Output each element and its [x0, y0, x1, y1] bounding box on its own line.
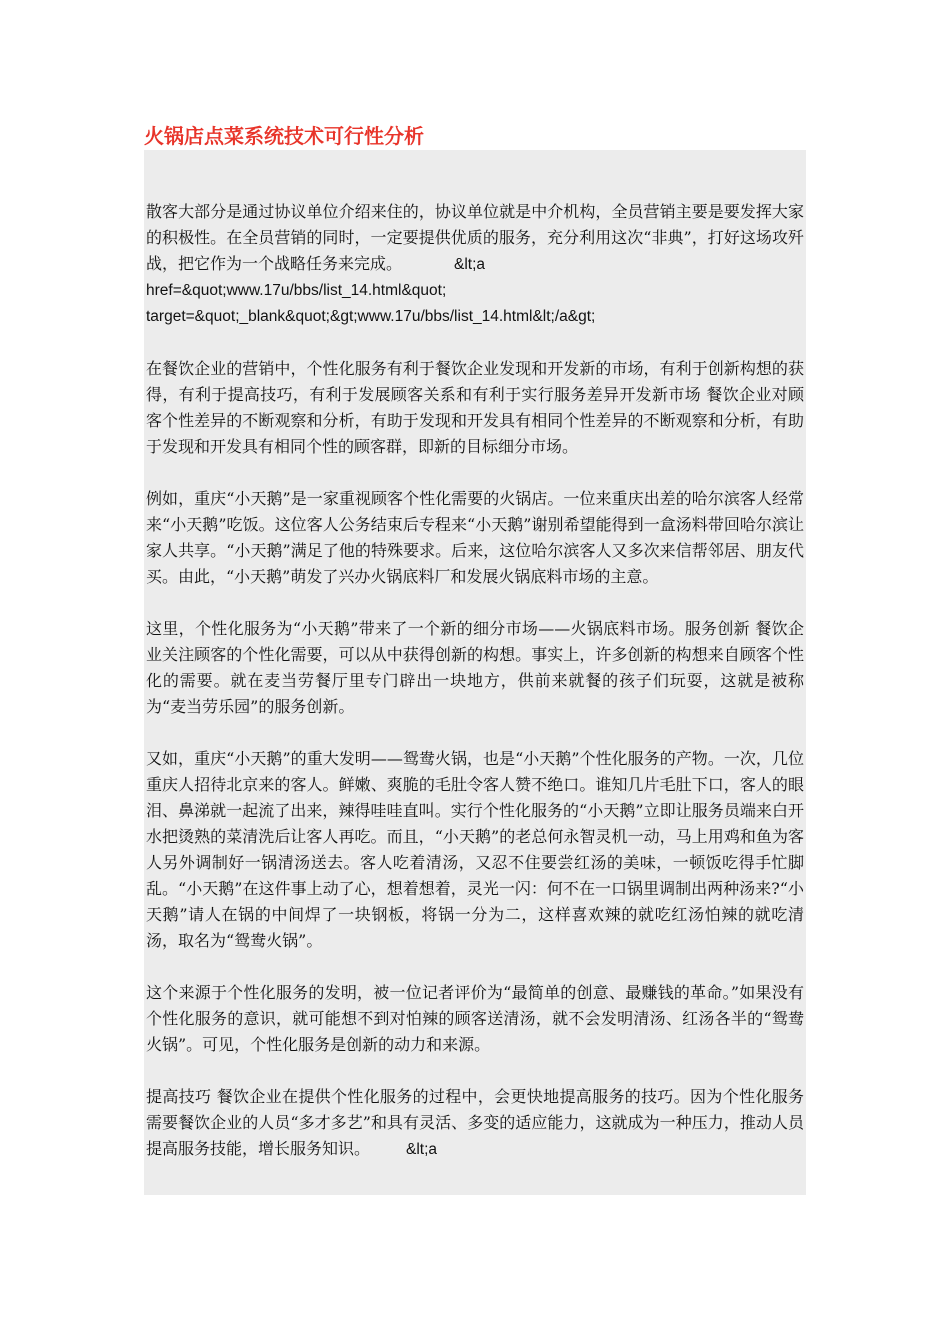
paragraph [146, 199, 804, 330]
paragraph-text: 又如，重庆“小天鹅”的重大发明——鸳鸯火锅，也是“小天鹅”个性化服务的产物。一次，几位重庆人招待北京来的客人。鲜嫩、爽脆的毛肚令客人赞不绝口。谁知几片毛肚下口，客人的眼泪、鼻涕就一起流了出来，辣得哇哇直叫。实行个性化服务的“小天鹅”立即让服务员端来白开水把烫熟的菜清洗后让客人再吃。而且，“小天鹅”的老总何永智灵机一动，马上用鸡和鱼为客人另外调制好一锅清汤送去。客人吃着清汤，又忍不住要尝红汤的美味，一顿饭吃得手忙脚乱。“小天鹅”在这件事上动了心，想着想着，灵光一闪：何不在一口锅里调制出两种汤来?“小天鹅”请人在锅的中间焊了一块钢板，将锅一分为二，这样喜欢辣的就吃红汤怕辣的就吃清汤，取名为“鸳鸯火锅”。 [146, 749, 804, 950]
link-markup-text: &lt;a [406, 1141, 438, 1158]
paragraph-text: 散客大部分是通过协议单位介绍来住的，协议单位就是中介机构，全员营销主要是要发挥大家的积极性。在全员营销的同时，一定要提供优质的服务，充分利用这次“非典”，打好这场攻歼战，把它作为一个战略任务来完成。 [146, 202, 804, 273]
paragraph-text: 提高技巧 餐饮企业在提供个性化服务的过程中，会更快地提高服务的技巧。因为个性化服务需要餐饮企业的人员“多才多艺”和具有灵活、多变的适应能力，这就成为一种压力，推动人员提高服务技能，增长服务知识。 [146, 1087, 804, 1158]
paragraph [146, 616, 804, 720]
paragraph [146, 980, 804, 1058]
link-markup-text: &lt;a [454, 256, 486, 273]
paragraph-text: 这里，个性化服务为“小天鹅”带来了一个新的细分市场——火锅底料市场。服务创新 餐饮企业关注顾客的个性化需要，可以从中获得创新的构想。事实上，许多创新的构想来自顾客个性化的需要。就在麦当劳餐厅里专门辟出一块地方，供前来就餐的孩子们玩耍，这就是被称为“麦当劳乐园”的服务创新。 [146, 619, 804, 716]
article-body [144, 150, 806, 1195]
paragraph-text: 这个来源于个性化服务的发明，被一位记者评价为“最简单的创意、最赚钱的革命。”如果没有个性化服务的意识，就可能想不到对怕辣的顾客送清汤，就不会发明清汤、红汤各半的“鸳鸯火锅”。可见，个性化服务是创新的动力和来源。 [146, 983, 804, 1054]
paragraph [146, 1084, 804, 1163]
paragraph [146, 746, 804, 954]
link-markup-text: href=&quot;www.17u/bbs/list_14.html&quot; [146, 282, 447, 299]
paragraph [146, 486, 804, 590]
paragraph-text: 例如，重庆“小天鹅”是一家重视顾客个性化需要的火锅店。一位来重庆出差的哈尔滨客人经常来“小天鹅”吃饭。这位客人公务结束后专程来“小天鹅”谢别希望能得到一盒汤料带回哈尔滨让家人共享。“小天鹅”满足了他的特殊要求。后来，这位哈尔滨客人又多次来信帮邻居、朋友代买。由此，“小天鹅”萌发了兴办火锅底料厂和发展火锅底料市场的主意。 [146, 489, 804, 586]
link-markup-text: target=&quot;_blank&quot;&gt;www.17u/bbs/list_14.html&lt;/a&gt; [146, 308, 596, 325]
page-title: 火锅店点菜系统技术可行性分析 [144, 124, 424, 148]
paragraph-text: 在餐饮企业的营销中，个性化服务有利于餐饮企业发现和开发新的市场，有利于创新构想的获得，有利于提高技巧，有利于发展顾客关系和有利于实行服务差异开发新市场 餐饮企业对顾客个性差异的不断观察和分析，有助于发现和开发具有相同个性差异的不断观察和分析，有助于发现和开发具有相同个性的顾客群，即新的目标细分市场。 [146, 359, 804, 456]
paragraph [146, 356, 804, 460]
